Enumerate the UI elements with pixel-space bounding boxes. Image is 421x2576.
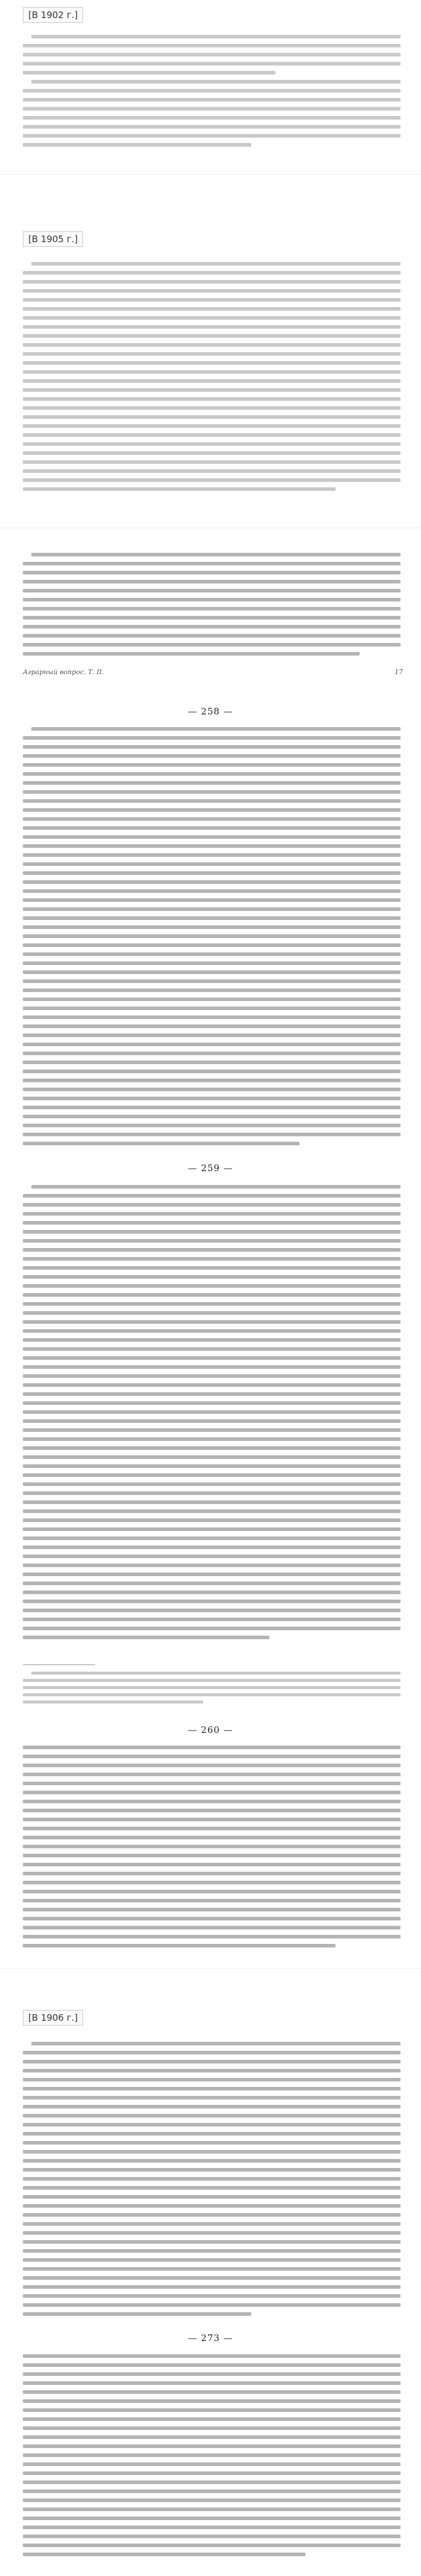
year-label-1902: [В 1902 г.]	[23, 7, 83, 23]
text-block-page-257	[23, 553, 403, 658]
page-number-273: — 273 —	[188, 2333, 233, 2343]
year-label-1906: [В 1906 г.]	[23, 2010, 83, 2026]
text-block-page-273	[23, 2354, 403, 2562]
footnote-rule	[23, 1664, 95, 1665]
page-number-259: — 259 —	[188, 1163, 233, 1174]
text-block-1905	[23, 262, 403, 502]
text-block-1906-a	[23, 2042, 403, 2318]
text-block-1902	[23, 35, 403, 149]
running-head-page: 17	[395, 668, 403, 676]
page-number-260: — 260 —	[188, 1725, 233, 1735]
running-head-257	[23, 668, 403, 677]
footnote-block	[23, 1672, 403, 1708]
running-head-title: Аграрный вопрос. Т. II.	[23, 668, 104, 676]
text-block-page-260	[23, 1746, 403, 1950]
page-number-258: — 258 —	[188, 706, 233, 717]
year-label-1905: [В 1905 г.]	[23, 231, 83, 247]
text-block-page-258	[23, 727, 403, 1151]
text-block-page-259	[23, 1185, 403, 1648]
